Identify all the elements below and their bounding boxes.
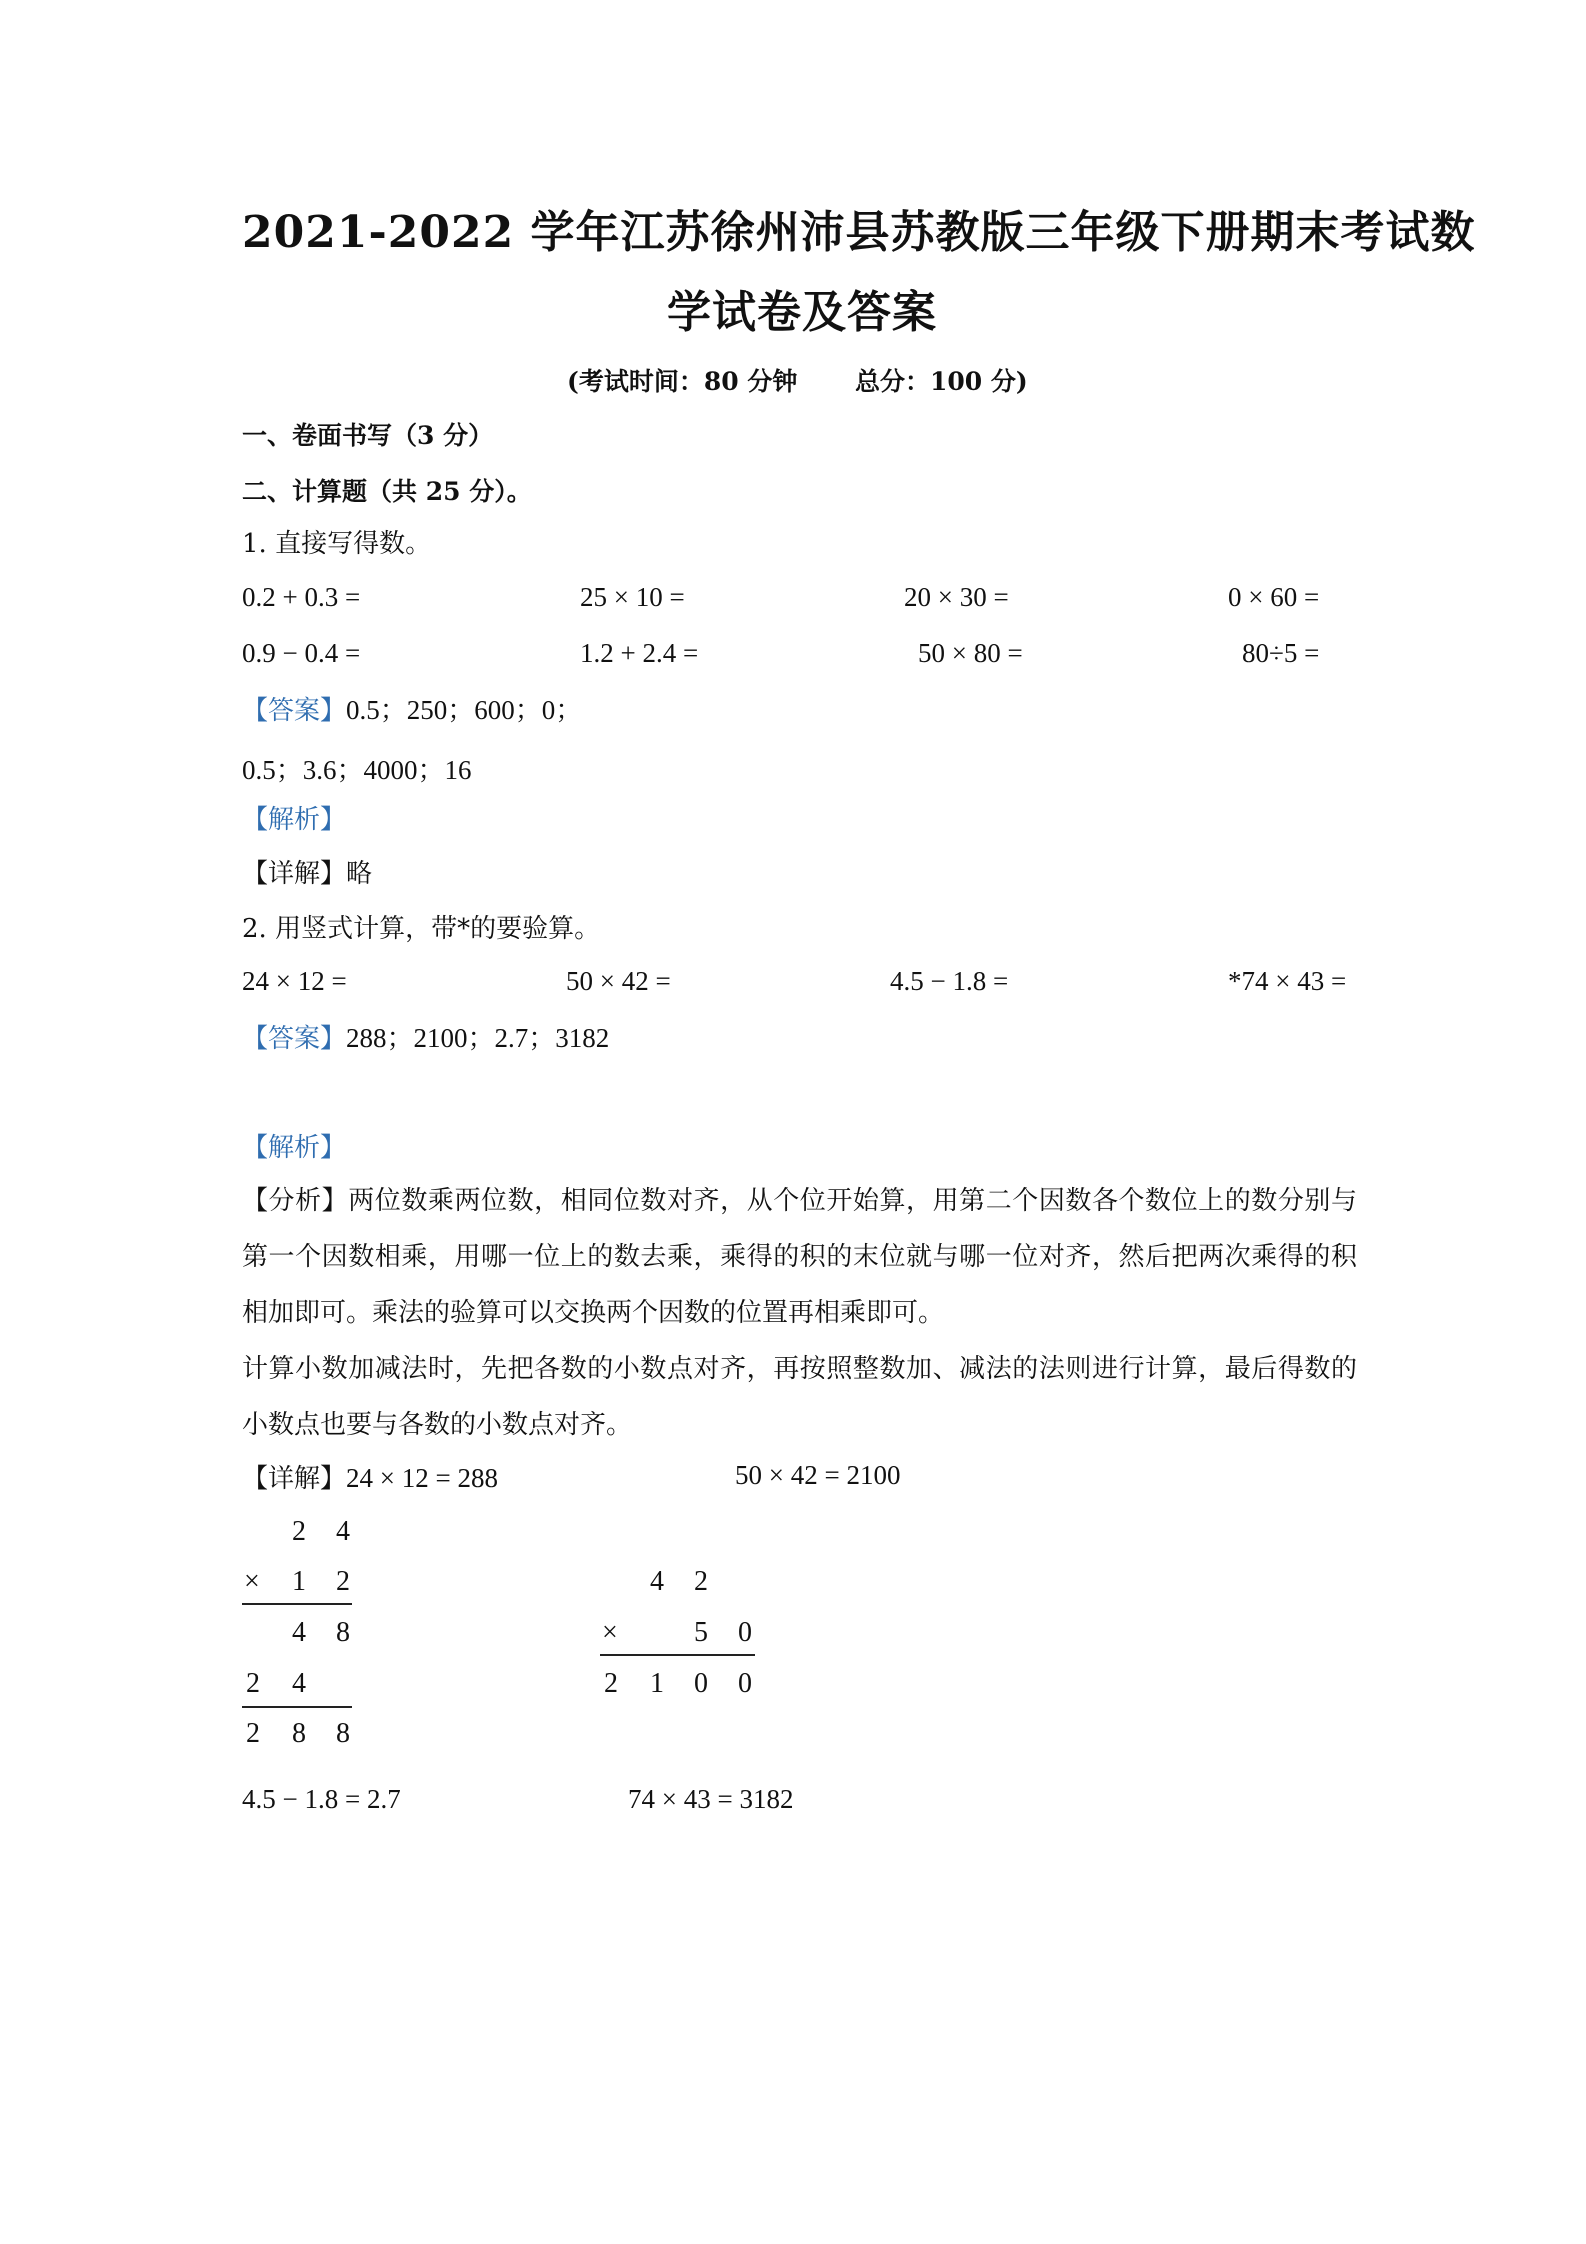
digit: 4 xyxy=(292,1668,306,1699)
q2-analysis-paragraph: 【分析】两位数乘两位数，相同位数对齐，从个位开始算，用第二个因数各个数位上的数分别与第一个因数相乘，用哪一位上的数去乘，乘得的积的末位就与哪一位对齐，然后把两次乘得的积相加即可。乘法的验算可以交换两个因数的位置再相乘即可。 xyxy=(242,1186,1357,1328)
digit: 2 xyxy=(246,1718,260,1749)
q1-detail xyxy=(242,856,372,892)
digit: 1 xyxy=(292,1566,306,1597)
q1-prompt: 1. 直接写得数。 xyxy=(242,529,432,559)
q1-answer xyxy=(242,692,582,729)
q1-item: 20 × 30 = xyxy=(904,582,1009,612)
digit: 0 xyxy=(738,1617,752,1648)
digit: 4 xyxy=(650,1566,664,1597)
q2-detail-eq1: 24 × 12 = 288 xyxy=(346,1463,498,1493)
answer-tag: 【答案】 xyxy=(242,1024,347,1054)
digit: 2 xyxy=(292,1516,306,1547)
multiply-sign: × xyxy=(602,1617,618,1648)
q1-item: 1.2 + 2.4 = xyxy=(580,638,699,668)
digit: 2 xyxy=(246,1668,260,1699)
q2-item: 4.5 − 1.8 = xyxy=(890,966,1009,996)
page-title-line1: 2021-2022 学年江苏徐州沛县苏教版三年级下册期末考试数 xyxy=(242,207,1476,258)
q2-answer xyxy=(242,1020,609,1057)
q2-detail-eq3: 4.5 − 1.8 = 2.7 xyxy=(242,1784,401,1814)
calc-rule xyxy=(242,1706,352,1708)
digit: 2 xyxy=(336,1566,350,1597)
q1-answer-line2: 0.5；3.6；4000；16 xyxy=(242,755,472,785)
digit: 1 xyxy=(650,1668,664,1699)
q2-detail-eq4: 74 × 43 = 3182 xyxy=(628,1784,794,1814)
answer-tag: 【答案】 xyxy=(242,696,347,726)
digit: 8 xyxy=(292,1718,306,1749)
q2-detail-eq2: 50 × 42 = 2100 xyxy=(735,1460,901,1490)
q1-answer-line1: 0.5；250；600；0； xyxy=(346,695,583,725)
q1-item: 25 × 10 = xyxy=(580,582,685,612)
detail-tag: 【详解】 xyxy=(242,1464,347,1494)
section-1-heading: 一、卷面书写（3 分） xyxy=(242,421,494,450)
q1-analysis-tag: 【解析】 xyxy=(242,805,347,835)
calc-rule xyxy=(600,1654,755,1656)
q2-answer-text: 288；2100；2.7；3182 xyxy=(346,1023,610,1053)
q1-item: 50 × 80 = xyxy=(918,638,1023,668)
digit: 4 xyxy=(292,1617,306,1648)
digit: 4 xyxy=(336,1516,350,1547)
digit: 8 xyxy=(336,1718,350,1749)
digit: 5 xyxy=(694,1617,708,1648)
detail-tag: 【详解】 xyxy=(242,859,347,889)
q1-item: 0.9 − 0.4 = xyxy=(242,638,361,668)
q2-item: *74 × 43 = xyxy=(1228,966,1347,996)
exam-time: (考试时间：80 分钟 xyxy=(567,367,798,396)
section-2-heading: 二、计算题（共 25 分）。 xyxy=(242,477,532,506)
q1-item: 80÷5 = xyxy=(1242,638,1320,668)
q1-detail-text: 略 xyxy=(346,859,373,889)
q2-prompt: 2. 用竖式计算，带*的要验算。 xyxy=(242,914,601,944)
q2-analysis-tag: 【解析】 xyxy=(242,1133,347,1163)
multiply-sign: × xyxy=(244,1566,260,1597)
q1-item: 0 × 60 = xyxy=(1228,582,1320,612)
digit: 8 xyxy=(336,1617,350,1648)
exam-total-score: 总分：100 分) xyxy=(855,367,1028,396)
page-title-line2: 学试卷及答案 xyxy=(667,287,937,338)
q2-analysis-paragraph: 计算小数加减法时，先把各数的小数点对齐，再按照整数加、减法的法则进行计算，最后得数的小数点也要与各数的小数点对齐。 xyxy=(242,1354,1357,1440)
digit: 0 xyxy=(738,1668,752,1699)
digit: 0 xyxy=(694,1668,708,1699)
q2-detail xyxy=(242,1460,498,1497)
calc-rule xyxy=(242,1603,352,1605)
q2-item: 50 × 42 = xyxy=(566,966,671,996)
digit: 2 xyxy=(604,1668,618,1699)
q2-item: 24 × 12 = xyxy=(242,966,347,996)
digit: 2 xyxy=(694,1566,708,1597)
q1-item: 0.2 + 0.3 = xyxy=(242,582,361,612)
